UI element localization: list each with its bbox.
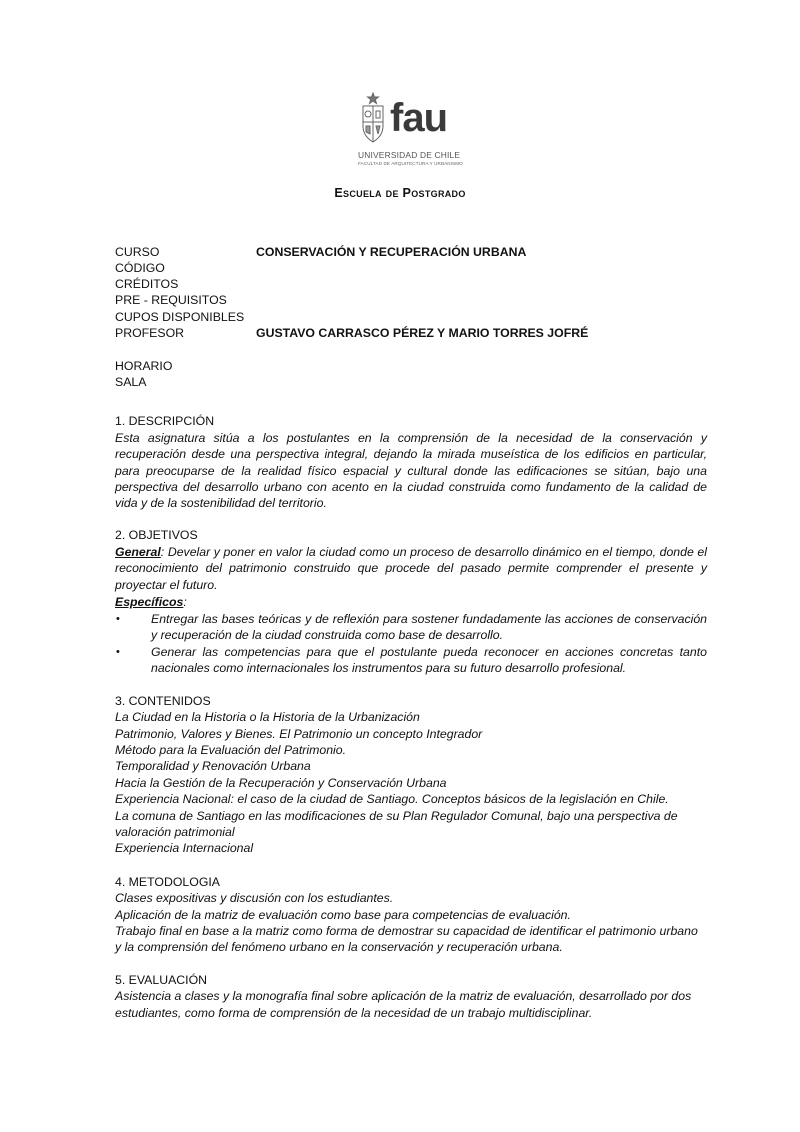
codigo-label: CÓDIGO bbox=[115, 261, 165, 275]
cupos-label: CUPOS DISPONIBLES bbox=[115, 310, 245, 324]
contenido-line: Experiencia Internacional bbox=[115, 841, 254, 855]
contenido-line: Temporalidad y Renovación Urbana bbox=[115, 759, 311, 773]
sala-label: SALA bbox=[115, 375, 147, 389]
contenido-line: La comuna de Santiago en las modificaciones de su Plan Regulador Comunal, bajo una perspectiva de bbox=[115, 809, 678, 823]
general-text: : Develar y poner en valor la ciudad como un proceso de desarrollo dinámico en el tiempo, donde el reconocimiento del patrimonio construido que procede del pasado permite comprender el presente y proyectar el futuro. bbox=[115, 545, 707, 592]
objetivos-general bbox=[115, 544, 707, 593]
school-title: Escuela de Postgrado bbox=[334, 186, 466, 200]
metodologia-line: Clases expositivas y discusión con los estudiantes. bbox=[115, 891, 394, 905]
evaluacion-line: Asistencia a clases y la monografía final sobre aplicación de la matriz de evaluación, desarrollado por dos bbox=[115, 989, 692, 1003]
objetivos-especificos-label bbox=[115, 594, 187, 610]
contenido-line: valoración patrimonial bbox=[115, 825, 235, 839]
metodologia-line: Aplicación de la matriz de evaluación como base para competencias de evaluación. bbox=[115, 908, 571, 922]
curso-value: CONSERVACIÓN Y RECUPERACIÓN URBANA bbox=[256, 245, 527, 259]
contenido-line: Patrimonio, Valores y Bienes. El Patrimonio un concepto Integrador bbox=[115, 727, 483, 741]
bullet-icon: • bbox=[116, 613, 120, 625]
metodologia-line: y la comprensión del fenómeno urbano en la conservación y recuperación urbana. bbox=[115, 940, 563, 954]
logo-wordmark: fau bbox=[390, 96, 447, 140]
evaluacion-line: estudiantes, como forma de comprensión de la necesidad de un trabajo multidisciplinar. bbox=[115, 1006, 593, 1020]
curso-label: CURSO bbox=[115, 245, 160, 259]
objetivo-especifico-item: Generar las competencias para que el postulante pueda reconocer en acciones concretas tanto nacionales como internacionales los instrumentos para su futuro desarrollo profesional. bbox=[151, 645, 707, 676]
contenido-line: Hacia la Gestión de la Recuperación y Conservación Urbana bbox=[115, 776, 447, 790]
descripcion-text: Esta asignatura sitúa a los postulantes en la comprensión de la necesidad de la conservación y recuperación desde una perspectiva integral, dejando la mirada museística de los edificios en particular, para preocuparse de la realidad físico espacial y cultural donde las edificaciones se sitúan, bajo una perspectiva del desarrollo urbano con acento en la ciudad construida como fundamento de la calidad de vida y de la sostenibilidad del territorio. bbox=[115, 431, 707, 511]
profesor-value: GUSTAVO CARRASCO PÉREZ Y MARIO TORRES JOFRÉ bbox=[256, 326, 589, 340]
profesor-label: PROFESOR bbox=[115, 326, 185, 340]
contenido-line: La Ciudad en la Historia o la Historia de la Urbanización bbox=[115, 710, 420, 724]
descripcion-heading: 1. DESCRIPCIÓN bbox=[115, 414, 215, 428]
especificos-label: Específicos bbox=[115, 595, 184, 609]
horario-label: HORARIO bbox=[115, 359, 173, 373]
metodologia-line: Trabajo final en base a la matriz como forma de demostrar su capacidad de identificar el patrimonio urbano bbox=[115, 924, 698, 938]
creditos-label: CRÉDITOS bbox=[115, 277, 179, 291]
logo-faculty: FACULTAD DE ARQUITECTURA Y URBANISMO bbox=[358, 161, 463, 166]
evaluacion-heading: 5. EVALUACIÓN bbox=[115, 973, 208, 987]
university-shield-icon bbox=[358, 92, 388, 148]
contenido-line: Método para la Evaluación del Patrimonio. bbox=[115, 743, 347, 757]
logo-university: UNIVERSIDAD DE CHILE bbox=[358, 150, 461, 160]
general-label: General bbox=[115, 545, 161, 559]
bullet-icon: • bbox=[116, 646, 120, 658]
fau-logo bbox=[358, 92, 468, 172]
contenidos-heading: 3. CONTENIDOS bbox=[115, 694, 211, 708]
prerequisitos-label: PRE - REQUISITOS bbox=[115, 293, 227, 307]
objetivos-heading: 2. OBJETIVOS bbox=[115, 528, 198, 542]
especificos-colon: : bbox=[183, 595, 187, 609]
metodologia-heading: 4. METODOLOGIA bbox=[115, 875, 221, 889]
contenido-line: Experiencia Nacional: el caso de la ciudad de Santiago. Conceptos básicos de la legislación en Chile. bbox=[115, 792, 669, 806]
objetivo-especifico-item: Entregar las bases teóricas y de reflexión para sostener fundadamente las acciones de conservación y recuperación de la ciudad construida como base de desarrollo. bbox=[151, 612, 707, 643]
